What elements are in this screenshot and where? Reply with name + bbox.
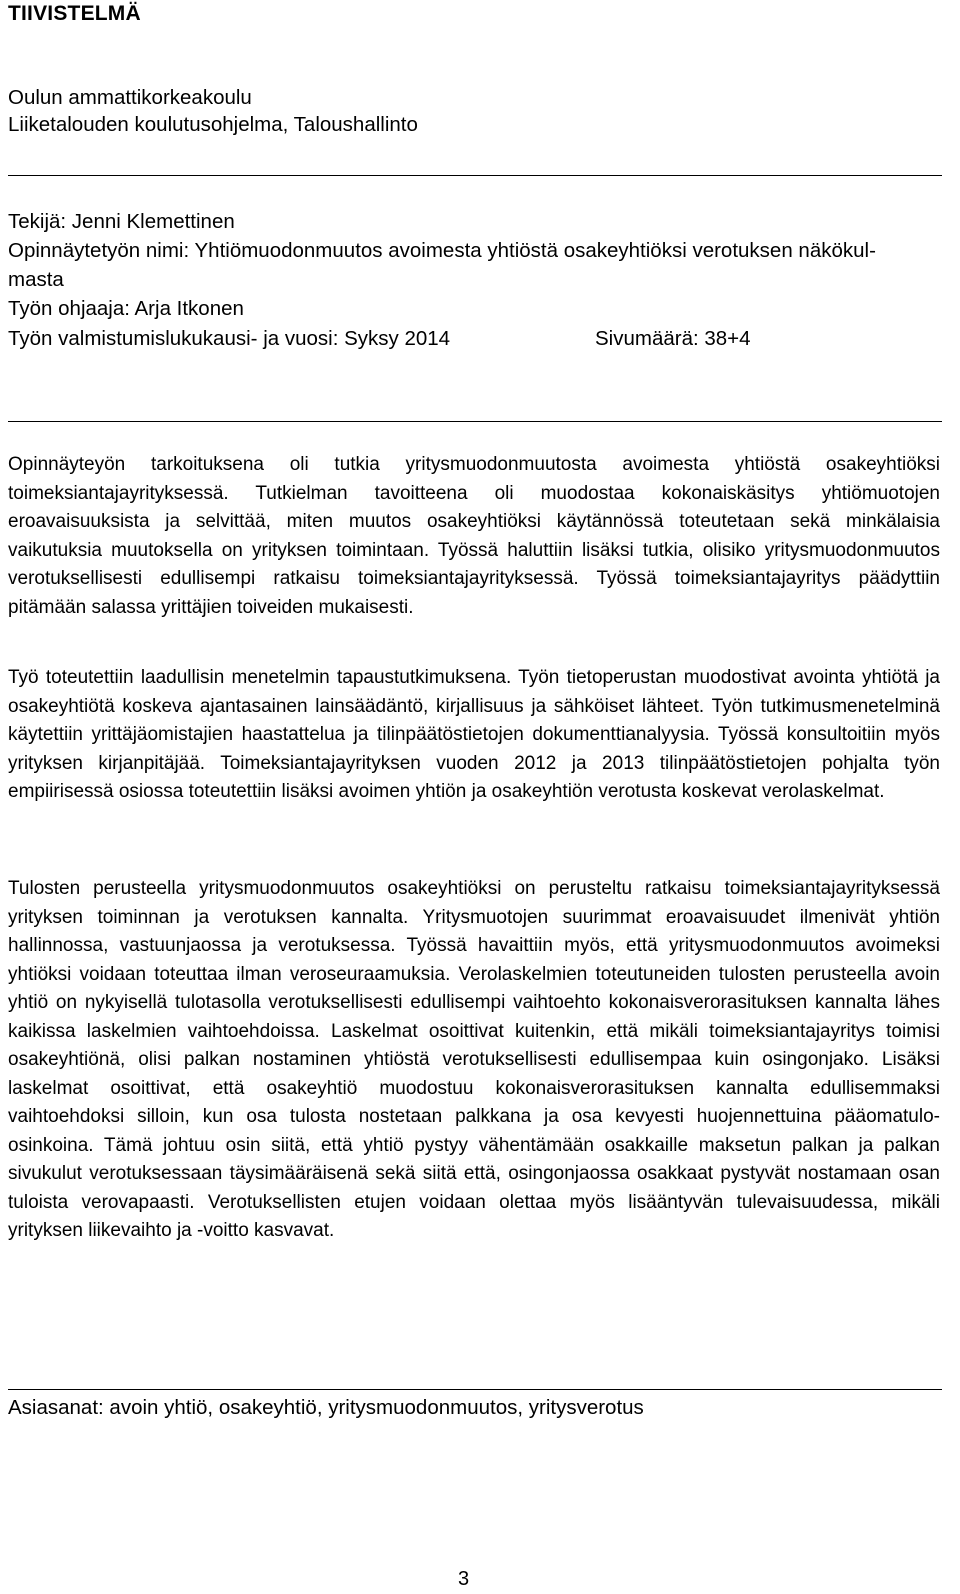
page-count: Sivumäärä: 38+4: [595, 327, 751, 350]
page-heading: TIIVISTELMÄ: [8, 2, 141, 25]
divider-middle: [8, 421, 942, 422]
keywords-line: Asiasanat: avoin yhtiö, osakeyhtiö, yritysmuodonmuutos, yritysverotus: [8, 1396, 644, 1419]
divider-top: [8, 175, 942, 176]
abstract-paragraph-1: Opinnäyteyön tarkoituksena oli tutkia yritysmuodonmuutosta avoimesta yhtiöstä osakeyhtiöksi toimeksiantajayrityksessä. Tutkielman tavoitteena oli muodostaa kokonaiskäsitys yhtiömuotojen eroavaisuuksista ja selvittää, miten muutos osakeyhtiöksi käytännössä toteutetaan sekä minkälaisia vaikutuksia muutoksella on yrityksen toimintaan. Työssä haluttiin lisäksi tutkia, olisiko yritysmuodonmuutos verotuksellisesti edullisempi ratkaisu toimeksiantajayrityksessä. Työssä toimeksiantajayritys päädyttiin pitämään salassa yrittäjien toiveiden mukaisesti.: [8, 454, 940, 618]
thesis-title-line: Opinnäytetyön nimi: Yhtiömuodonmuutos avoimesta yhtiöstä osakeyhtiöksi verotuksen näkökul-: [8, 239, 876, 262]
abstract-paragraph-2: Työ toteutettiin laadullisin menetelmin tapaustutkimuksena. Työn tietoperustan muodostivat avointa yhtiötä ja osakeyhtiötä koskeva ajantasainen lainsäädäntö, kirjallisuus ja sähköiset lähteet. Työn tutkimusmenetelminä käytettiin yrittäjäomistajien haastattelua ja tilinpäätöstietojen dokumenttianalyysia. Työssä konsultoitiin myös yrityksen kirjanpitäjää. Toimeksiantajayrityksen vuoden 2012 ja 2013 tilinpäätöstietojen pohjalta työn empiirisessä osiossa toteutettiin lisäksi avoimen yhtiön ja osakeyhtiön verotusta koskevat verolaskelmat.: [8, 667, 940, 802]
programme-name: Liiketalouden koulutusohjelma, Taloushallinto: [8, 113, 418, 136]
completion-period-line: Työn valmistumislukukausi- ja vuosi: Syksy 2014: [8, 327, 451, 350]
school-name: Oulun ammattikorkeakoulu: [8, 86, 252, 109]
page-number: 3: [458, 1568, 470, 1590]
abstract-paragraph-3: Tulosten perusteella yritysmuodonmuutos osakeyhtiöksi on perusteltu ratkaisu toimeksiantajayrityksessä yrityksen toiminnan ja verotuksen kannalta. Yritysmuotojen suurimmat eroavaisuudet ilmenivät yhtiön hallinnossa, vastuunjaossa ja verotuksessa. Työssä havaittiin myös, että yritysmuodonmuutos avoimeksi yhtiöksi voidaan toteuttaa ilman veroseuraamuksia. Verolaskelmien toteutuneiden tulosten perusteella avoin yhtiö on nykyisellä tulotasolla verotuksellisesti edullisempi vaihtoehto kokonaisverorasituksen kannalta lähes kaikissa laskelmien vaihtoehdoissa. Laskelmat osoittivat kuitenkin, että mikäli toimeksiantajayritys toimisi osakeyhtiönä, olisi palkan nostaminen yhtiöstä verotuksellisesti edullisempaa kuin osingonjako. Lisäksi laskelmat osoittivat, että osakeyhtiö muodostuu kokonaisverorasituksen kannalta edullisemmaksi vaihtoehdoksi silloin, kun osa tulosta nostetaan palkkana ja osa kevyesti huojennettuina pääomatulo-osinkoina. Tämä johtuu osin siitä, että yhtiö pystyy vähentämään osakkaille maksetun palkan ja palkan sivukulut verotuksessaan täysimääräisenä sekä siitä että, osingonjaossa osakkaat pystyvät nostamaan osan tuloista verovapaasti. Verotuksellisten etujen voidaan olettaa myös lisääntyvän tulevaisuudessa, mikäli yrityksen liikevaihto ja -voitto kasvavat.: [8, 878, 940, 1241]
thesis-title-line-continued: masta: [8, 268, 64, 291]
divider-bottom: [8, 1389, 942, 1390]
author-line: Tekijä: Jenni Klemettinen: [8, 210, 235, 233]
supervisor-line: Työn ohjaaja: Arja Itkonen: [8, 297, 244, 320]
